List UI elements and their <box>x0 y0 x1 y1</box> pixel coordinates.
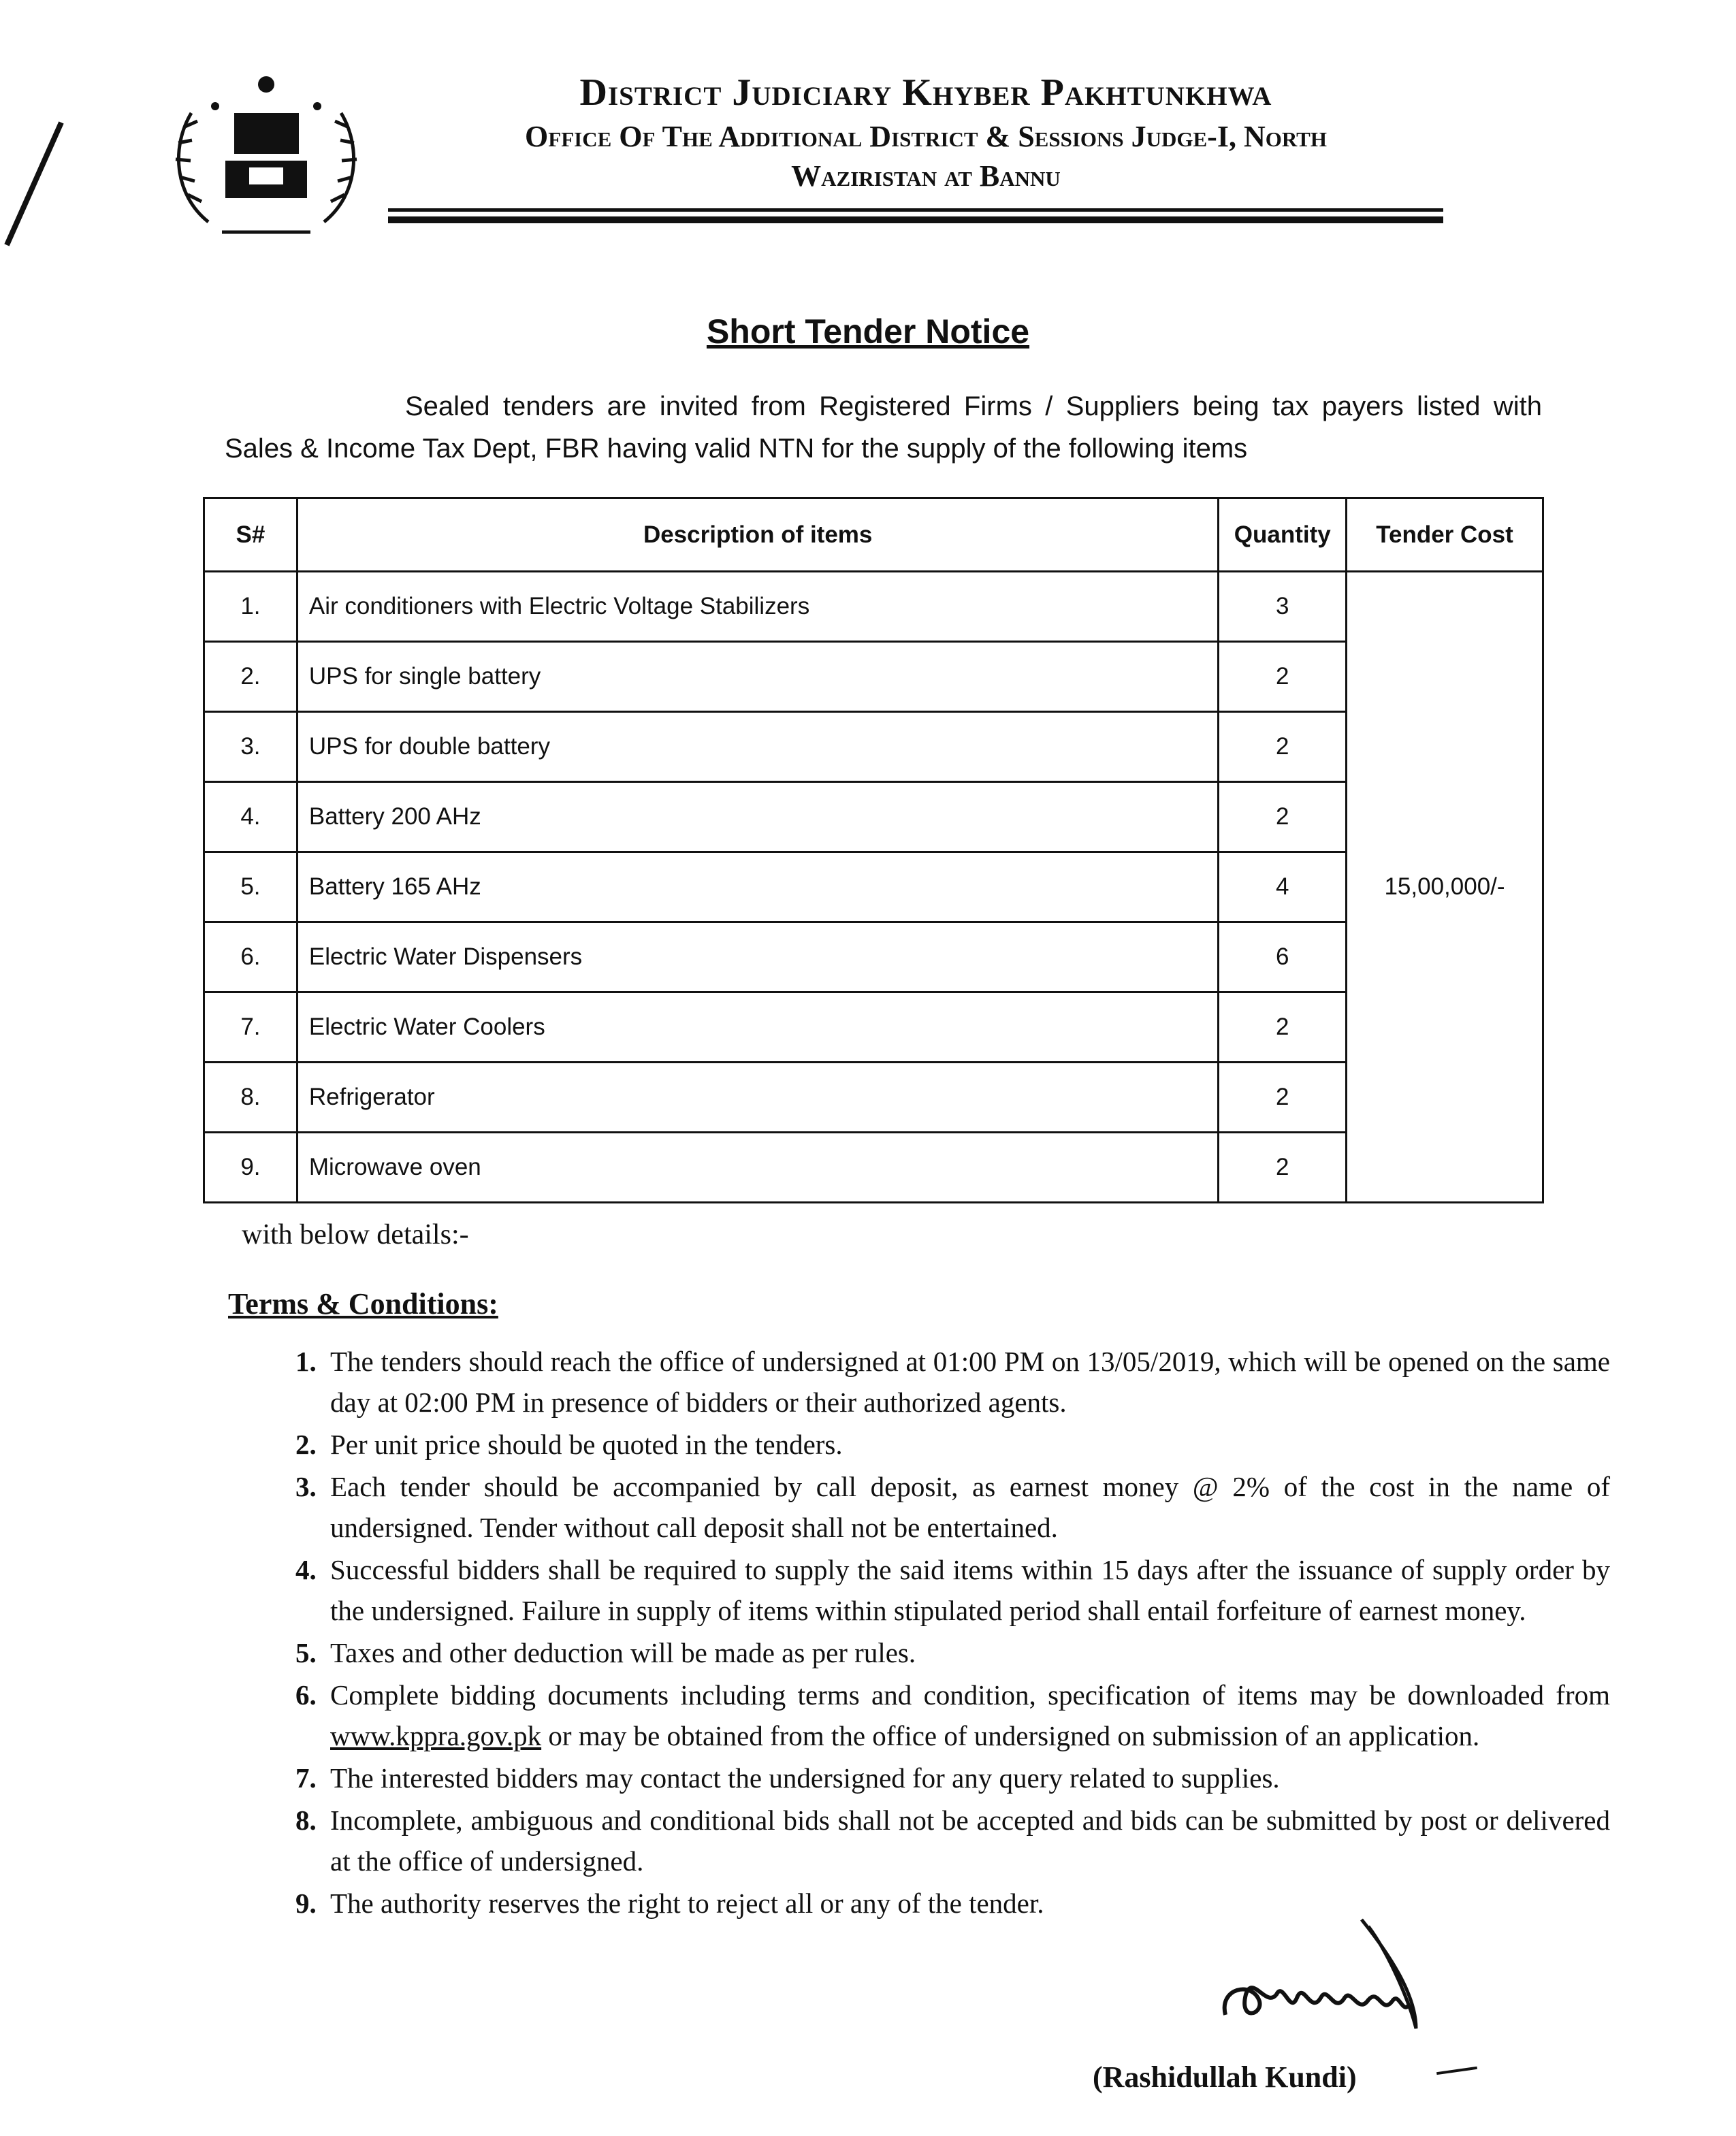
term-item: 1. The tenders should reach the office of undersigned at 01:00 PM on 13/05/2019, which will be opened on the same day at 02:00 PM in presence of bidders or their authorized agents. <box>323 1341 1610 1423</box>
row-description: Microwave oven <box>297 1133 1219 1203</box>
table-row <box>204 712 1543 782</box>
signer-name: (Rashidullah Kundi) <box>1093 2060 1357 2094</box>
row-description: Battery 200 AHz <box>297 782 1219 852</box>
row-description: UPS for single battery <box>297 642 1219 712</box>
table-row <box>204 572 1543 642</box>
row-quantity: 2 <box>1219 1133 1347 1203</box>
term-item: 5. Taxes and other deduction will be made as per rules. <box>323 1632 1610 1673</box>
terms-heading: Terms & Conditions: <box>228 1287 498 1321</box>
court-seal-emblem <box>161 65 372 249</box>
row-sn: 7. <box>204 992 298 1063</box>
letterhead-line-1: District Judiciary Khyber Pakhtunkhwa <box>579 71 1272 114</box>
row-sn: 6. <box>204 922 298 992</box>
page-title: Short Tender Notice <box>706 312 1030 351</box>
term-item: 2. Per unit price should be quoted in the tenders. <box>323 1424 1610 1465</box>
kppra-website-link[interactable]: www.kppra.gov.pk <box>330 1720 542 1751</box>
row-description: Refrigerator <box>297 1063 1219 1133</box>
intro-paragraph: Sealed tenders are invited from Registered Firms / Suppliers being tax payers listed with Sales & Income Tax Dept, FBR having valid NTN for the supply of the following items <box>225 391 1542 464</box>
letterhead <box>381 68 1470 196</box>
row-quantity: 3 <box>1219 572 1347 642</box>
header-rule <box>388 208 1443 212</box>
term-item: 4. Successful bidders shall be required to supply the said items within 15 days after the issuance of supply order by the undersigned. Failure in supply of items within stipulated period shall entail forfeiture of earnest money. <box>323 1549 1610 1631</box>
header-rule-thick <box>388 216 1443 223</box>
letterhead-line-3: Waziristan at Bannu <box>791 159 1061 193</box>
handwritten-signature <box>1212 1913 1470 2049</box>
row-sn: 1. <box>204 572 298 642</box>
row-quantity: 2 <box>1219 712 1347 782</box>
letterhead-line-2: Office Of The Additional District & Sessions Judge-I, North <box>525 120 1327 153</box>
row-quantity: 2 <box>1219 1063 1347 1133</box>
term-item: 9. The authority reserves the right to reject all or any of the tender. <box>323 1883 1610 1924</box>
row-sn: 4. <box>204 782 298 852</box>
term-text: or may be obtained from the office of undersigned on submission of an application. <box>541 1720 1480 1751</box>
signature-dash <box>1436 2067 1477 2075</box>
term-item: 3. Each tender should be accompanied by call deposit, as earnest money @ 2% of the cost in the name of undersigned. Tender without call deposit shall not be entertained. <box>323 1466 1610 1548</box>
row-description: Air conditioners with Electric Voltage Stabilizers <box>297 572 1219 642</box>
row-description: Battery 165 AHz <box>297 852 1219 922</box>
row-description: Electric Water Coolers <box>297 992 1219 1063</box>
table-row <box>204 992 1543 1063</box>
header-tender-cost: Tender Cost <box>1347 498 1543 572</box>
scan-mark <box>0 116 68 252</box>
term-text: Complete bidding documents including terms and condition, specification of items may be downloaded from <box>330 1679 1610 1711</box>
header-sn: S# <box>204 498 298 572</box>
row-sn: 8. <box>204 1063 298 1133</box>
row-quantity: 6 <box>1219 922 1347 992</box>
row-quantity: 2 <box>1219 782 1347 852</box>
header-description: Description of items <box>297 498 1219 572</box>
row-quantity: 2 <box>1219 992 1347 1063</box>
row-quantity: 2 <box>1219 642 1347 712</box>
table-row <box>204 922 1543 992</box>
row-quantity: 4 <box>1219 852 1347 922</box>
row-description: Electric Water Dispensers <box>297 922 1219 992</box>
term-item: 7. The interested bidders may contact the undersigned for any query related to supplies. <box>323 1758 1610 1798</box>
table-row <box>204 782 1543 852</box>
table-header-row <box>204 498 1543 572</box>
row-sn: 2. <box>204 642 298 712</box>
table-row <box>204 1063 1543 1133</box>
term-item: 8. Incomplete, ambiguous and conditional bids shall not be accepted and bids can be submitted by post or delivered at the office of undersigned. <box>323 1800 1610 1881</box>
row-sn: 3. <box>204 712 298 782</box>
row-description: UPS for double battery <box>297 712 1219 782</box>
table-row <box>204 852 1543 922</box>
table-row <box>204 1133 1543 1203</box>
items-table <box>203 497 1544 1203</box>
table-row <box>204 642 1543 712</box>
row-sn: 9. <box>204 1133 298 1203</box>
tender-cost-value: 15,00,000/- <box>1347 572 1543 1203</box>
row-sn: 5. <box>204 852 298 922</box>
terms-list <box>276 1341 1610 1925</box>
header-quantity: Quantity <box>1219 498 1347 572</box>
with-below-text: with below details:- <box>242 1219 469 1250</box>
term-item <box>323 1674 1610 1756</box>
